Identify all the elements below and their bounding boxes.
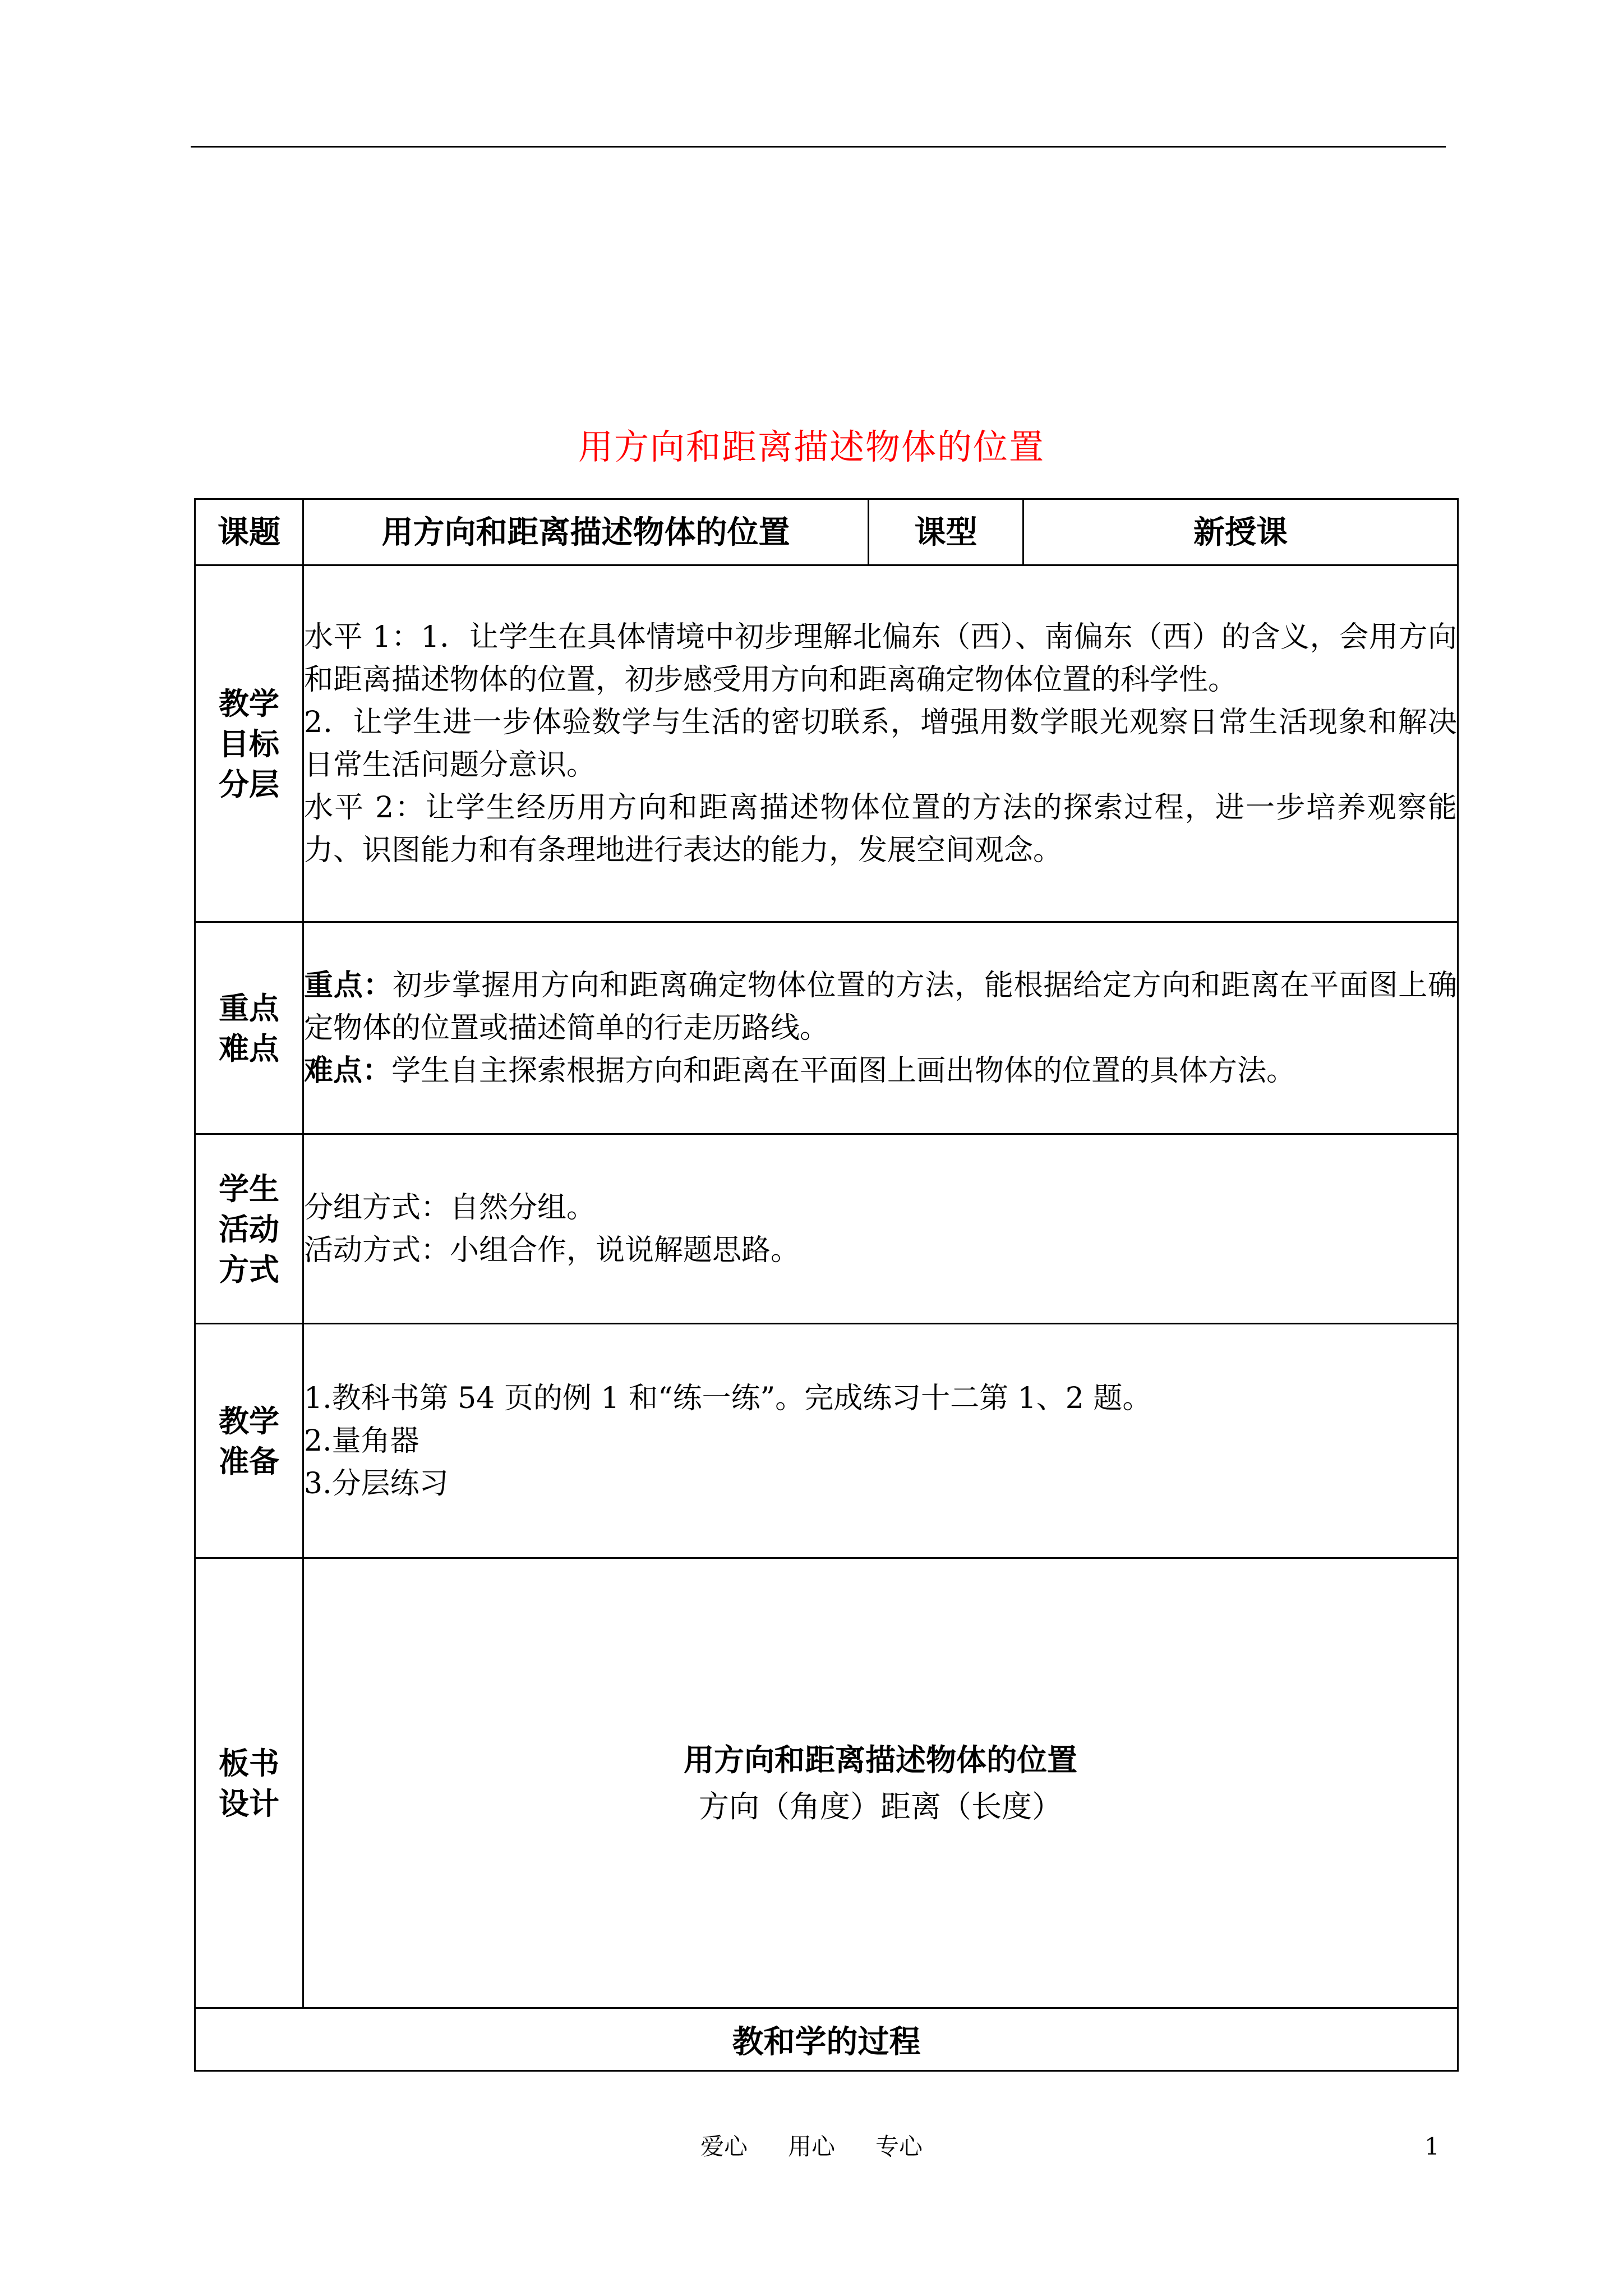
key-points-label: 重点 难点 bbox=[195, 922, 303, 1134]
footer-word: 专心 bbox=[875, 2133, 923, 2160]
preparation-line: 1.教科书第 54 页的例 1 和“练一练”。完成练习十二第 1、2 题。 bbox=[304, 1381, 1152, 1415]
process-title: 教和学的过程 bbox=[195, 2008, 1458, 2071]
footer-word: 用心 bbox=[787, 2133, 835, 2160]
process-row bbox=[195, 2008, 1458, 2071]
preparation-label: 教学 准备 bbox=[195, 1324, 303, 1558]
key-points-row bbox=[195, 922, 1458, 1134]
header-row bbox=[195, 499, 1458, 565]
preparation-line: 2.量角器 bbox=[304, 1424, 419, 1458]
objectives-content bbox=[303, 565, 1458, 922]
difficult-point: 难点：学生自主探索根据方向和距离在平面图上画出物体的位置的具体方法。 bbox=[304, 1053, 1296, 1088]
preparation-line: 3.分层练习 bbox=[304, 1466, 449, 1501]
activity-line: 活动方式：小组合作，说说解题思路。 bbox=[304, 1233, 800, 1267]
header-rule bbox=[191, 146, 1446, 148]
footer-word: 爱心 bbox=[700, 2133, 748, 2160]
board-design-row bbox=[195, 1558, 1458, 2008]
activities-label: 学生 活动 方式 bbox=[195, 1134, 303, 1324]
preparation-content bbox=[303, 1324, 1458, 1558]
preparation-row bbox=[195, 1324, 1458, 1558]
objective-line: 水平 2：让学生经历用方向和距离描述物体位置的方法的探索过程，进一步培养观察能力、识图能力和有条理地进行表达的能力，发展空间观念。 bbox=[304, 790, 1457, 867]
objective-line: 2．让学生进一步体验数学与生活的密切联系，增强用数学眼光观察日常生活现象和解决日常生活问题分意识。 bbox=[304, 705, 1457, 782]
board-design-label: 板书 设计 bbox=[195, 1558, 303, 2008]
activity-line: 分组方式：自然分组。 bbox=[304, 1190, 596, 1225]
footer-motto bbox=[0, 2133, 1623, 2161]
lesson-plan-table bbox=[194, 498, 1459, 2072]
board-design-content bbox=[303, 1558, 1458, 2008]
type-label: 课型 bbox=[869, 499, 1023, 565]
activities-row bbox=[195, 1134, 1458, 1324]
document-title: 用方向和距离描述物体的位置 bbox=[578, 426, 1045, 467]
page-number: 1 bbox=[1424, 2133, 1440, 2160]
objectives-row bbox=[195, 565, 1458, 922]
key-point: 重点：初步掌握用方向和距离确定物体位置的方法，能根据给定方向和距离在平面图上确定物体的位置或描述简单的行走历路线。 bbox=[304, 968, 1457, 1045]
type-value: 新授课 bbox=[1023, 499, 1458, 565]
board-title: 用方向和距离描述物体的位置 bbox=[684, 1741, 1077, 1778]
activities-content bbox=[303, 1134, 1458, 1324]
board-subtitle: 方向（角度）距离（长度） bbox=[699, 1788, 1062, 1824]
objective-line: 水平 1：1．让学生在具体情境中初步理解北偏东（西）、南偏东（西）的含义，会用方向和距离描述物体的位置，初步感受用方向和距离确定物体位置的科学性。 bbox=[304, 620, 1457, 697]
topic-value: 用方向和距离描述物体的位置 bbox=[303, 499, 869, 565]
key-points-content bbox=[303, 922, 1458, 1134]
objectives-label: 教学 目标 分层 bbox=[195, 565, 303, 922]
topic-label: 课题 bbox=[195, 499, 303, 565]
